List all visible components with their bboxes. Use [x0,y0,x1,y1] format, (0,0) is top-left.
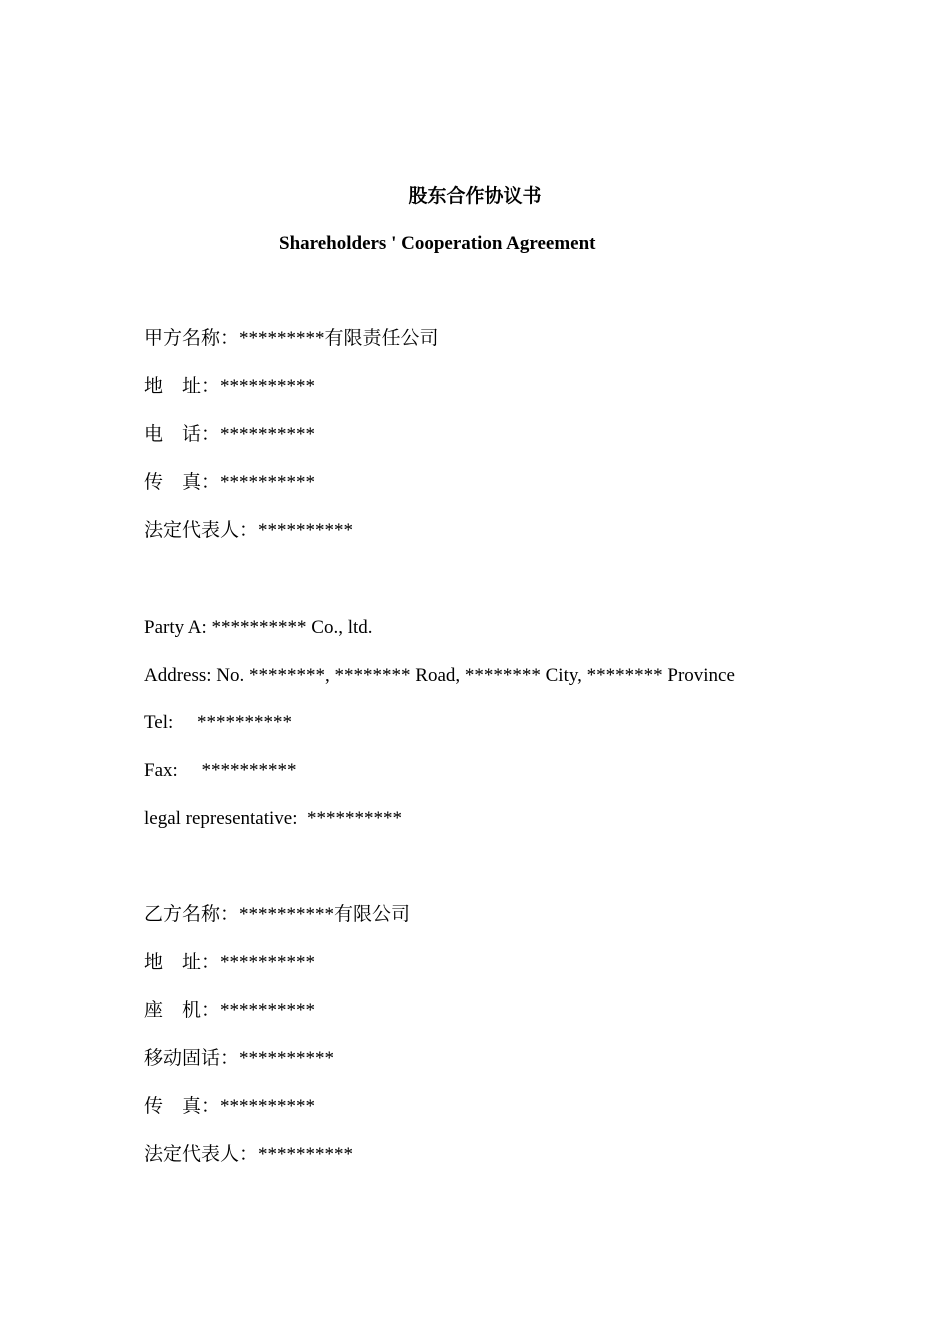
party-b-legal-rep-cn: 法定代表人：********** [144,1144,354,1165]
document-title-en: Shareholders ' Cooperation Agreement [279,233,596,254]
party-a-fax-en: Fax: ********** [144,760,297,781]
party-a-fax-cn: 传 真：********** [144,472,316,493]
party-a-legal-rep-cn: 法定代表人：********** [144,520,354,541]
party-b-mobile-cn: 移动固话：********** [144,1048,335,1069]
party-b-landline-cn: 座 机：********** [144,1000,316,1021]
party-a-name-en: Party A: ********** Co., ltd. [144,617,373,638]
party-a-legal-rep-en: legal representative: ********** [144,808,403,829]
party-a-address-en: Address: No. ********, ******** Road, ******** City, ******** Province [144,665,735,686]
party-a-tel-en: Tel: ********** [144,712,293,733]
party-b-address-cn: 地 址：********** [144,952,316,973]
party-b-name-cn: 乙方名称：**********有限公司 [144,904,411,925]
party-b-fax-cn: 传 真：********** [144,1096,316,1117]
document-title-cn: 股东合作协议书 [408,186,542,207]
party-a-address-cn: 地 址：********** [144,376,316,397]
party-a-name-cn: 甲方名称：*********有限责任公司 [144,328,439,349]
party-a-phone-cn: 电 话：********** [144,424,316,445]
